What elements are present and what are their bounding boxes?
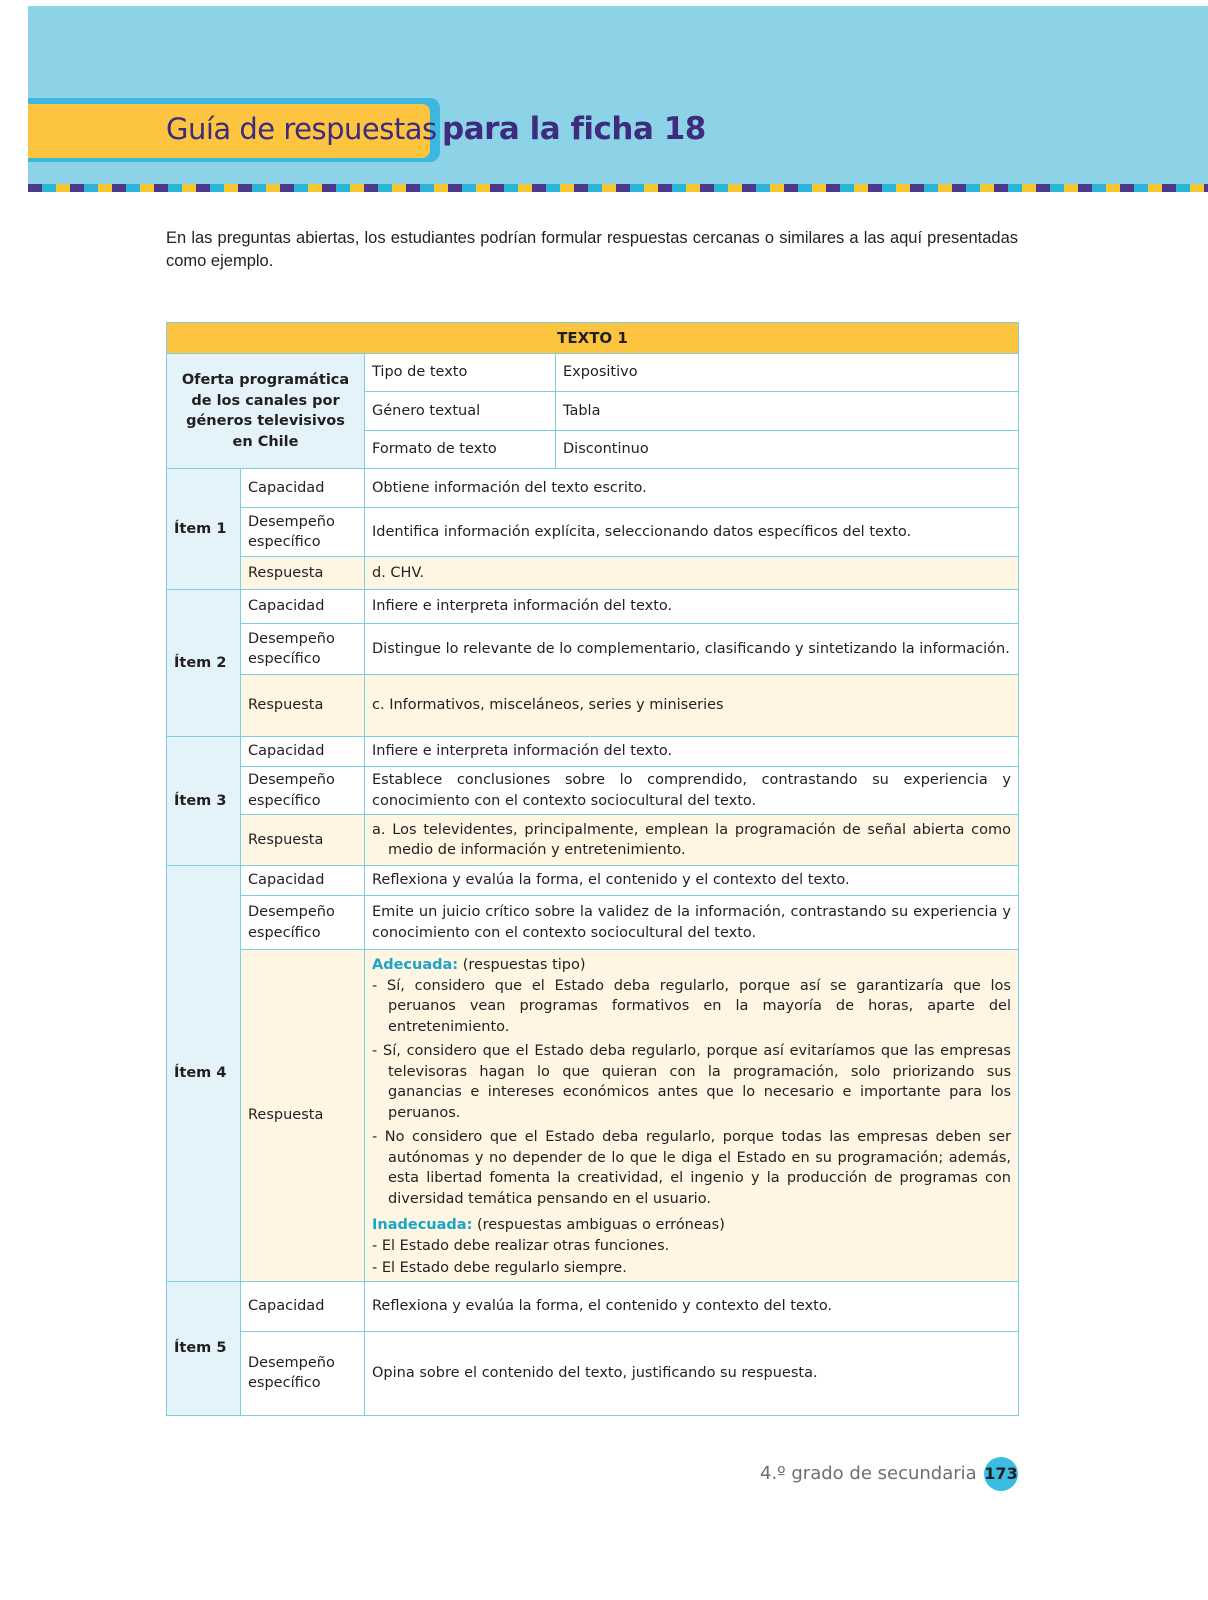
meta-label: Tipo de texto <box>365 354 556 392</box>
desempeno-label: Desempeño específico <box>241 896 365 950</box>
capacidad-label: Capacidad <box>241 1281 365 1331</box>
text-title: Oferta programática de los canales por géneros televisivos en Chile <box>167 354 365 469</box>
page-title-rest: para la ficha 18 <box>442 111 706 147</box>
capacidad-label: Capacidad <box>241 737 365 767</box>
desempeno-label: Desempeño específico <box>241 508 365 557</box>
desempeno-label: Desempeño específico <box>241 624 365 675</box>
desempeno-value: Distingue lo relevante de lo complementario, clasificando y sintetizando la información. <box>365 624 1019 675</box>
adecuada-heading <box>372 955 1011 976</box>
header-stripe <box>28 184 1208 192</box>
meta-label: Género textual <box>365 392 556 431</box>
footer-grade: 4.º grado de secundaria <box>760 1463 977 1484</box>
page-number: 173 <box>984 1457 1018 1491</box>
respuesta-label: Respuesta <box>241 557 365 590</box>
capacidad-label: Capacidad <box>241 590 365 624</box>
respuesta-value: d. CHV. <box>365 557 1019 590</box>
item-label: Ítem 4 <box>167 866 241 1282</box>
desempeno-value: Emite un juicio crítico sobre la validez de la información, contrastando su experiencia y conocimiento con el contexto sociocultural del texto. <box>365 896 1019 950</box>
inadecuada-label: Inadecuada: <box>372 1217 473 1233</box>
inadecuada-answer: - El Estado debe regularlo siempre. <box>372 1260 627 1276</box>
intro-paragraph: En las preguntas abiertas, los estudiantes podrían formular respuestas cercanas o similares a las aquí presentadas como ejemplo. <box>166 229 1018 270</box>
item-label: Ítem 2 <box>167 590 241 737</box>
adecuada-label: Adecuada: <box>372 957 459 973</box>
table-head: TEXTO 1 <box>167 323 1019 354</box>
respuesta-value <box>365 950 1019 1282</box>
capacidad-value: Reflexiona y evalúa la forma, el contenido y el contexto del texto. <box>365 866 1019 896</box>
page-title-tag: Guía de respuestas <box>166 112 437 146</box>
capacidad-value: Infiere e interpreta información del texto. <box>365 737 1019 767</box>
answer-guide-table <box>166 322 1019 1416</box>
capacidad-value: Infiere e interpreta información del texto. <box>365 590 1019 624</box>
inadecuada-answer: - El Estado debe realizar otras funciones. <box>372 1237 670 1254</box>
respuesta-label: Respuesta <box>241 950 365 1282</box>
adecuada-answer: - Sí, considero que el Estado deba regularlo, porque así evitaríamos que las empresas televisoras hagan lo que quieran con la programación, solo priorizando sus ganancias e intereses económicos antes que lo necesario e importante para los peruanos. <box>372 1043 1011 1121</box>
capacidad-label: Capacidad <box>241 469 365 508</box>
meta-value: Expositivo <box>556 354 1019 392</box>
inadecuada-note: (respuestas ambiguas o erróneas) <box>472 1217 725 1233</box>
respuesta-value <box>365 815 1019 866</box>
desempeno-value: Opina sobre el contenido del texto, justificando su respuesta. <box>365 1331 1019 1415</box>
desempeno-value: Identifica información explícita, seleccionando datos específicos del texto. <box>365 508 1019 557</box>
item-label: Ítem 3 <box>167 737 241 866</box>
meta-value: Tabla <box>556 392 1019 431</box>
meta-value: Discontinuo <box>556 431 1019 469</box>
adecuada-note: (respuestas tipo) <box>458 957 586 973</box>
adecuada-answer: - No considero que el Estado deba regularlo, porque todas las empresas deben ser autónomas y no depender de lo que le diga el Estado en su programación; además, esta libertad fomenta la creatividad, el ingenio y la producción de programas con diversidad temática pensando en el usuario. <box>372 1129 1011 1207</box>
inadecuada-heading <box>372 1215 1011 1236</box>
capacidad-label: Capacidad <box>241 866 365 896</box>
item-label: Ítem 1 <box>167 469 241 590</box>
desempeno-value: Establece conclusiones sobre lo comprendido, contrastando su experiencia y conocimiento con el contexto sociocultural del texto. <box>365 767 1019 815</box>
capacidad-value: Obtiene información del texto escrito. <box>365 469 1019 508</box>
item-label: Ítem 5 <box>167 1281 241 1415</box>
desempeno-label: Desempeño específico <box>241 767 365 815</box>
respuesta-label: Respuesta <box>241 675 365 737</box>
desempeno-label: Desempeño específico <box>241 1331 365 1415</box>
meta-label: Formato de texto <box>365 431 556 469</box>
adecuada-answer: - Sí, considero que el Estado deba regularlo, porque así se garantizaría que los peruanos vean programas formativos en la mayoría de horas, aparte del entretenimiento. <box>372 977 1011 1035</box>
capacidad-value: Reflexiona y evalúa la forma, el contenido y contexto del texto. <box>365 1281 1019 1331</box>
respuesta-text: a. Los televidentes, principalmente, emplean la programación de señal abierta como medio de información y entretenimiento. <box>372 821 1011 858</box>
respuesta-label: Respuesta <box>241 815 365 866</box>
respuesta-value: c. Informativos, misceláneos, series y miniseries <box>365 675 1019 737</box>
